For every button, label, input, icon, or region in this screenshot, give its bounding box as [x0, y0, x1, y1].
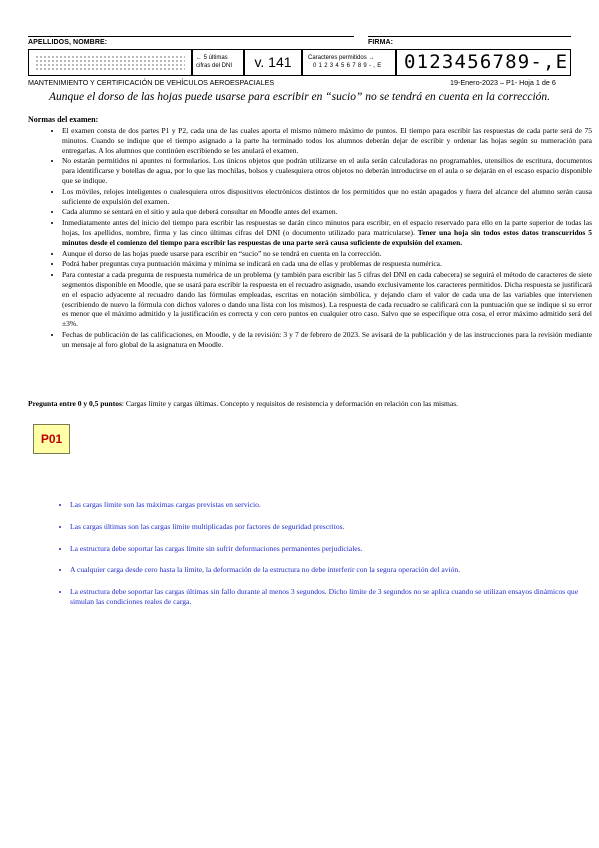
- dni-entry-box[interactable]: [28, 49, 192, 76]
- dni-note-line-1: ← 5 últimas: [196, 55, 228, 61]
- dni-dot-grid: [35, 55, 185, 70]
- seven-segment-characters: 0123456789-,E: [404, 51, 569, 73]
- normas-item: • Inmediatamente antes del inicio del tiempo para escribir las respuestas se darán cinco minutos para escribir, en el espacio reservado para ello en la parte superior de todas las hojas, los apellidos, nombre, firma y las cinco últimas cifras del DNI (o documento utilizado para matricularse). Tener una hoja sin todos estos datos transcurridos 5 minutos desde el comienzo del tiempo para escribir las respuestas de una parte será causa suficiente de expulsión del examen.: [62, 218, 592, 247]
- answer-item: • Las cargas últimas son las cargas límite multiplicadas por factores de seguridad prescritos.: [70, 522, 590, 532]
- normas-item-bold: Tener una hoja sin todos estos datos transcurridos 5 minutos desde el comienzo del tiempo para escribir las respuestas de una parte será causa suficiente de expulsión del examen.: [62, 227, 592, 247]
- answer-list: [50, 500, 590, 619]
- signature-label: FIRMA:: [368, 39, 394, 46]
- dni-note-box: [192, 49, 244, 76]
- date-sheet-info: 19-Enero-2023 – P1- Hoja 1 de 6: [450, 78, 556, 87]
- dni-note-line-2: cifras del DNI: [196, 63, 233, 69]
- normas-title: Normas del examen:: [28, 115, 99, 124]
- course-title: MANTENIMIENTO Y CERTIFICACIÓN DE VEHÍCULOS AEROESPACIALES: [28, 78, 275, 87]
- normas-item: • Cada alumno se sentará en el sitio y aula que deberá consultar en Moodle antes del examen.: [62, 207, 592, 217]
- question-points: Pregunta entre 0 y 0,5 puntos: [28, 399, 122, 408]
- seven-segment-reference-box: [396, 49, 571, 76]
- signature-line: [368, 36, 571, 37]
- question-statement: [28, 399, 458, 408]
- normas-list: [40, 126, 592, 351]
- answer-item: • La estructura debe soportar las cargas límite sin sufrir deformaciones permanentes perjudiciales.: [70, 544, 590, 554]
- question-label-box: [33, 424, 70, 454]
- version-box: [244, 49, 302, 76]
- question-label: P01: [40, 432, 63, 446]
- answer-item: • Las cargas límite son las máximas cargas previstas en servicio.: [70, 500, 590, 510]
- normas-item: • Aunque el dorso de las hojas puede usarse para escribir en “sucio” no se tendrá en cuenta en la corrección.: [62, 249, 592, 259]
- name-line: [28, 36, 354, 37]
- normas-item: • Fechas de publicación de las calificaciones, en Moodle, y de la revisión: 3 y 7 de febrero de 2023. Se avisará de la publicación y de las instrucciones para la revisión mediante un mensaje al foro global de la asignatura en Moodle.: [62, 330, 592, 350]
- question-text: : Cargas límite y cargas últimas. Concepto y requisitos de resistencia y deformación en relación con las mismas.: [121, 399, 458, 408]
- dorso-warning: Aunque el dorso de las hojas puede usarse para escribir en “sucio” no se tendrá en cuenta en la corrección.: [48, 91, 551, 103]
- normas-item: • Los móviles, relojes inteligentes o cualesquiera otros dispositivos electrónicos distintos de los permitidos que no están apagados y fuera del alcance del alumno serán causa suficiente de expulsión del examen.: [62, 187, 592, 207]
- normas-item: • El examen consta de dos partes P1 y P2, cada una de las cuales aporta el mismo número máximo de puntos. El tiempo para escribir las respuestas de cada parte será de 75 minutos. Cuando se indique que el tiempo asignado a la parte ha terminado todos los alumnos deberán dejar de escribir y ordenar las hojas según su numeración para entregarlas. A los alumnos que continúen escribiendo se les anulará el examen.: [62, 126, 592, 155]
- normas-item: • No estarán permitidos ni apuntes ni formularios. Los únicos objetos que podrán utilizarse en el aula serán calculadoras no programables, utensilios de escritura, documentos para identificarse y botellas de agua, por lo que las mochilas, bolsos y cualesquiera otros objetos no deberán introducirse en el aula o se dejarán en el escaso espacio disponible que se indique.: [62, 156, 592, 185]
- answer-item: • A cualquier carga desde cero hasta la límite, la deformación de la estructura no debe interferir con la segura operación del avión.: [70, 565, 590, 575]
- normas-item: • Podrá haber preguntas cuya puntuación máxima y mínima se indicará en cada una de ellas y problemas de respuesta numérica.: [62, 259, 592, 269]
- chars-note-line-2: 0 1 2 3 4 5 6 7 8 9 - , E: [313, 63, 382, 69]
- chars-note-box: [302, 49, 396, 76]
- version-label: v. 141: [254, 54, 292, 70]
- chars-note-line-1: Caracteres permitidos →: [308, 55, 375, 61]
- name-label: APELLIDOS, NOMBRE:: [28, 39, 108, 46]
- answer-item: • La estructura debe soportar las cargas últimas sin fallo durante al menos 3 segundos. Dicho límite de 3 segundos no se aplica cuando se utilizan ensayos dinámicos que simulan las condiciones reales de carga.: [70, 587, 590, 607]
- normas-item: • Para contestar a cada pregunta de respuesta numérica de un problema (y también para escribir las 5 cifras del DNI en cada cabecera) se seguirá el método de caracteres de siete segmentos disponible en Moodle, que se usará para escribir la respuesta en el recuadro asignado, usando exclusivamente los caracteres permitidos. Dicha respuesta se justificará en el espacio adyacente al recuadro dando las fórmulas empleadas, escritas en notación simbólica, y dejando claro el valor de cada una de las variables que intervienen (escribiendo de nuevo la fórmula con dichos valores o dando una lista con los mismos). La respuesta de cada recuadro se calificará con la puntuación que se indique si su error es menor que el máximo admitido y la justificación es correcta y con cero puntos en cualquier otro caso. Salvo que se especifique otra cosa, el error máximo admitido será del ±3%.: [62, 270, 592, 329]
